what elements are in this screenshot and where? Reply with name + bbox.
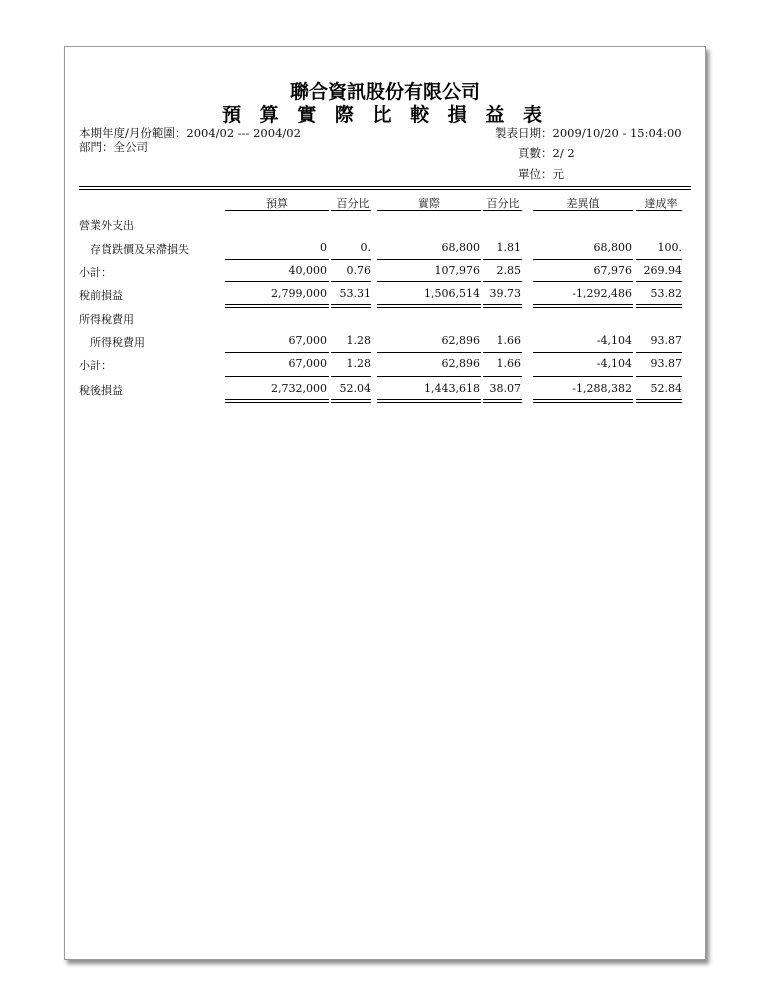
cell-value: 38.07 xyxy=(489,382,521,395)
header-underline xyxy=(377,210,481,211)
cell-value: 52.04 xyxy=(339,382,371,395)
date-value: 2009/10/20 - 15:04:00 xyxy=(552,126,682,140)
total-rule-single xyxy=(225,376,329,377)
row-label: 小計： xyxy=(79,359,112,372)
cell-value: 1,506,514 xyxy=(424,287,480,300)
total-rule-single xyxy=(331,376,371,377)
total-rule-double xyxy=(331,304,371,308)
total-rule-double xyxy=(533,399,633,403)
table-row xyxy=(65,311,705,327)
header-underline xyxy=(225,210,329,211)
cell-value: 52.84 xyxy=(650,382,682,395)
row-label: 稅前損益 xyxy=(79,289,123,302)
cell-value: 100. xyxy=(657,241,682,254)
total-rule-double xyxy=(377,399,481,403)
subtotal-rule xyxy=(331,259,371,260)
cell-value: 1.66 xyxy=(496,334,521,347)
column-header: 達成率 xyxy=(644,197,678,210)
cell-value: 93.87 xyxy=(650,357,682,370)
company-name: 聯合資訊股份有限公司 xyxy=(289,81,480,103)
cell-value: 107,976 xyxy=(434,264,480,277)
date-label: 製表日期： xyxy=(495,126,553,140)
total-rule-double xyxy=(483,399,522,403)
cell-value: 67,976 xyxy=(593,264,632,277)
header-underline xyxy=(636,210,682,211)
column-header: 差異值 xyxy=(566,197,600,210)
print-date xyxy=(495,125,682,141)
total-rule-double xyxy=(636,304,682,308)
cell-value: 0.76 xyxy=(346,264,371,277)
subtotal-rule xyxy=(225,259,329,260)
cell-value: 1.28 xyxy=(346,334,371,347)
header-underline xyxy=(483,210,522,211)
total-rule-single xyxy=(225,281,329,282)
total-rule-double xyxy=(225,399,329,403)
cell-value: 53.82 xyxy=(650,287,682,300)
cell-value: -1,288,382 xyxy=(572,382,632,395)
row-label: 小計： xyxy=(79,266,112,279)
table-row xyxy=(65,382,705,398)
cell-value: -4,104 xyxy=(596,334,632,347)
subtotal-rule xyxy=(331,352,371,353)
row-label: 營業外支出 xyxy=(79,219,134,232)
total-rule-single xyxy=(483,376,522,377)
total-rule-single xyxy=(331,281,371,282)
table-row xyxy=(65,334,705,350)
cell-value: 1.28 xyxy=(346,357,371,370)
dept-label: 部門： xyxy=(79,140,114,154)
cell-value: 40,000 xyxy=(288,264,327,277)
row-label: 所得稅費用 xyxy=(79,336,145,349)
table-row xyxy=(65,217,705,233)
cell-value: 0 xyxy=(320,241,327,254)
report-title: 預 算 實 際 比 較 損 益 表 xyxy=(222,104,548,126)
header-rule-top xyxy=(79,186,691,187)
subtotal-rule xyxy=(483,352,522,353)
cell-value: 2,799,000 xyxy=(271,287,327,300)
total-rule-double xyxy=(636,399,682,403)
row-label: 所得稅費用 xyxy=(79,313,134,326)
total-rule-single xyxy=(533,281,633,282)
unit-label: 單位： xyxy=(518,167,553,181)
total-rule-single xyxy=(377,281,481,282)
total-rule-single xyxy=(377,376,481,377)
page-number xyxy=(518,145,575,161)
cell-value: -4,104 xyxy=(596,357,632,370)
column-header: 百分比 xyxy=(486,197,520,210)
unit xyxy=(518,166,564,182)
column-header: 實際 xyxy=(418,197,440,210)
header-underline xyxy=(331,210,371,211)
page-value: 2/ 2 xyxy=(552,146,575,160)
row-label: 存貨跌價及呆滯損失 xyxy=(79,243,189,256)
column-header: 預算 xyxy=(266,197,288,210)
subtotal-rule xyxy=(636,352,682,353)
subtotal-rule xyxy=(225,352,329,353)
total-rule-single xyxy=(483,281,522,282)
unit-value: 元 xyxy=(552,167,564,181)
cell-value: 1.66 xyxy=(496,357,521,370)
page-label: 頁數： xyxy=(518,146,553,160)
subtotal-rule xyxy=(533,352,633,353)
total-rule-double xyxy=(533,304,633,308)
table-row xyxy=(65,241,705,257)
table-row xyxy=(65,287,705,303)
report-page xyxy=(64,46,706,960)
cell-value: 93.87 xyxy=(650,334,682,347)
total-rule-double xyxy=(483,304,522,308)
total-rule-double xyxy=(225,304,329,308)
cell-value: 62,896 xyxy=(441,357,480,370)
cell-value: 0. xyxy=(360,241,371,254)
table-row xyxy=(65,357,705,373)
dept-value: 全公司 xyxy=(113,140,148,154)
total-rule-single xyxy=(636,376,682,377)
total-rule-single xyxy=(636,281,682,282)
cell-value: -1,292,486 xyxy=(572,287,632,300)
total-rule-single xyxy=(533,376,633,377)
table-row xyxy=(65,264,705,280)
row-label: 稅後損益 xyxy=(79,384,123,397)
subtotal-rule xyxy=(377,352,481,353)
cell-value: 62,896 xyxy=(441,334,480,347)
department xyxy=(79,139,148,155)
cell-value: 1.81 xyxy=(496,241,521,254)
subtotal-rule xyxy=(483,259,522,260)
cell-value: 269.94 xyxy=(643,264,682,277)
subtotal-rule xyxy=(533,259,633,260)
cell-value: 68,800 xyxy=(441,241,480,254)
cell-value: 53.31 xyxy=(339,287,371,300)
cell-value: 1,443,618 xyxy=(424,382,480,395)
cell-value: 67,000 xyxy=(288,334,327,347)
period-label: 本期年度/月份範圍： xyxy=(79,126,187,140)
cell-value: 68,800 xyxy=(593,241,632,254)
subtotal-rule xyxy=(636,259,682,260)
cell-value: 67,000 xyxy=(288,357,327,370)
header-rule-top-2 xyxy=(79,189,691,190)
period-value: 2004/02 --- 2004/02 xyxy=(186,126,301,140)
total-rule-double xyxy=(377,304,481,308)
cell-value: 39.73 xyxy=(489,287,521,300)
subtotal-rule xyxy=(377,259,481,260)
cell-value: 2,732,000 xyxy=(271,382,327,395)
cell-value: 2.85 xyxy=(496,264,521,277)
total-rule-double xyxy=(331,399,371,403)
header-underline xyxy=(533,210,633,211)
column-header: 百分比 xyxy=(336,197,370,210)
